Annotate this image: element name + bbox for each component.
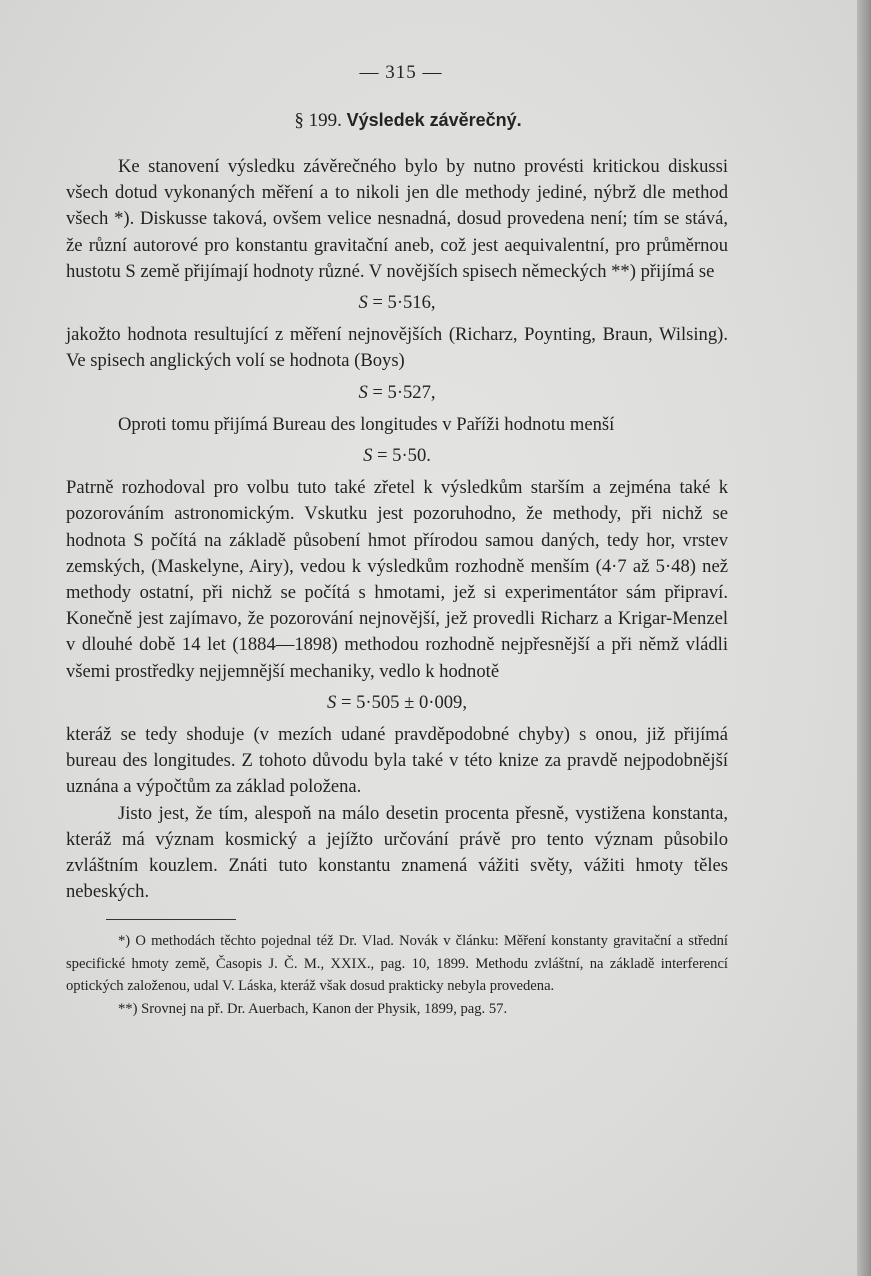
paragraph-6: Jisto jest, že tím, alespoň na málo desetin procenta přesně, vystižena konstanta, kteráž má význam kosmický a jejížto určování právě pro tento význam působilo zvláštním kouzlem. Znáti tuto konstantu znamená vážiti světy, vážiti hmoty těles nebeských. — [66, 802, 728, 903]
paragraph-4: Patrně rozhodoval pro volbu tuto také zřetel k výsledkům starším a zejména také k pozorováním astronomickým. Vskutku jest pozoruhodno, že methody, při nichž se hodnota S počítá na základě působení hmot přírodou samou daných, tedy hor, vrstev zemských, (Maskelyne, Airy), vedou k výsledkům rozhodně menším (4·7 až 5·48) než methody ostatní, při nichž se počítá s hmotami, jež si experimentátor sám připraví. Konečně jest zajímavo, že pozorování nejnovější, jež provedli Richarz a Krigar-Menzel v dlouhé době 14 let (1884—1898) methodou rozhodně nejpřesnější a při němž vládli všemi prostředky nejjemnější mechaniky, vedlo k hodnotě — [66, 477, 728, 682]
formula-3 — [66, 443, 728, 469]
formula-variable: S — [327, 691, 337, 713]
formula-expression: = 5·50. — [372, 445, 431, 467]
paragraph-3: Oproti tomu přijímá Bureau des longitudes v Paříži hodnotu menší — [118, 413, 615, 435]
footnote-separator — [106, 919, 236, 920]
footnote-2: **) Srovnej na př. Dr. Auerbach, Kanon der Physik, 1899, pag. 57. — [118, 1000, 508, 1017]
section-title: Výsledek závěrečný. — [346, 110, 522, 130]
formula-expression: = 5·527, — [367, 381, 436, 403]
paragraph-5: kteráž se tedy shoduje (v mezích udané pravděpodobné chyby) s onou, již přijímá bureau des longitudes. Z tohoto důvodu byla také v této knize za pravdě nejpodobnější uznána a výpočtům za základ položena. — [66, 724, 728, 798]
footnote-1: *) O methodách těchto pojednal též Dr. Vlad. Novák v článku: Měření konstanty gravitační a střední specifické hmoty země, Časopis J. Č. M., XXIX., pag. 10, 1899. Methodu zvláštní, na základě interferencí optických založenou, udal V. Láska, kteráž však dosud prakticky nebyla provedena. — [66, 933, 728, 995]
formula-4 — [66, 690, 728, 716]
page-edge-shadow — [857, 0, 871, 1276]
paragraph-2: jakožto hodnota resultující z měření nejnovějších (Richarz, Poynting, Braun, Wilsing). Ve spisech anglických volí se hodnota (Boys) — [66, 324, 728, 372]
formula-variable: S — [358, 292, 368, 314]
page-content — [66, 62, 728, 1020]
formula-2 — [66, 380, 728, 406]
page-number: — 315 — — [359, 62, 443, 83]
paragraph-1: Ke stanovení výsledku závěrečného bylo by nutno provésti kritickou diskussi všech dotud vykonaných měření a to nikoli jen dle methody jediné, nýbrž dle method všech *). Diskusse taková, ovšem velice nesnadná, dosud provedena není; tím se stává, že různí autorové pro konstantu gravitační aneb, což jest aequivalentní, pro průměrnou hustotu S země přijímají hodnoty různé. V novějších spisech německých **) přijímá se — [66, 156, 728, 282]
section-heading — [88, 110, 728, 132]
formula-expression: = 5·516, — [367, 292, 436, 314]
formula-variable: S — [363, 445, 373, 467]
formula-1 — [66, 290, 728, 316]
formula-variable: S — [358, 381, 368, 403]
section-number: § 199. — [294, 110, 342, 131]
formula-expression: = 5·505 ± 0·009, — [336, 691, 467, 713]
